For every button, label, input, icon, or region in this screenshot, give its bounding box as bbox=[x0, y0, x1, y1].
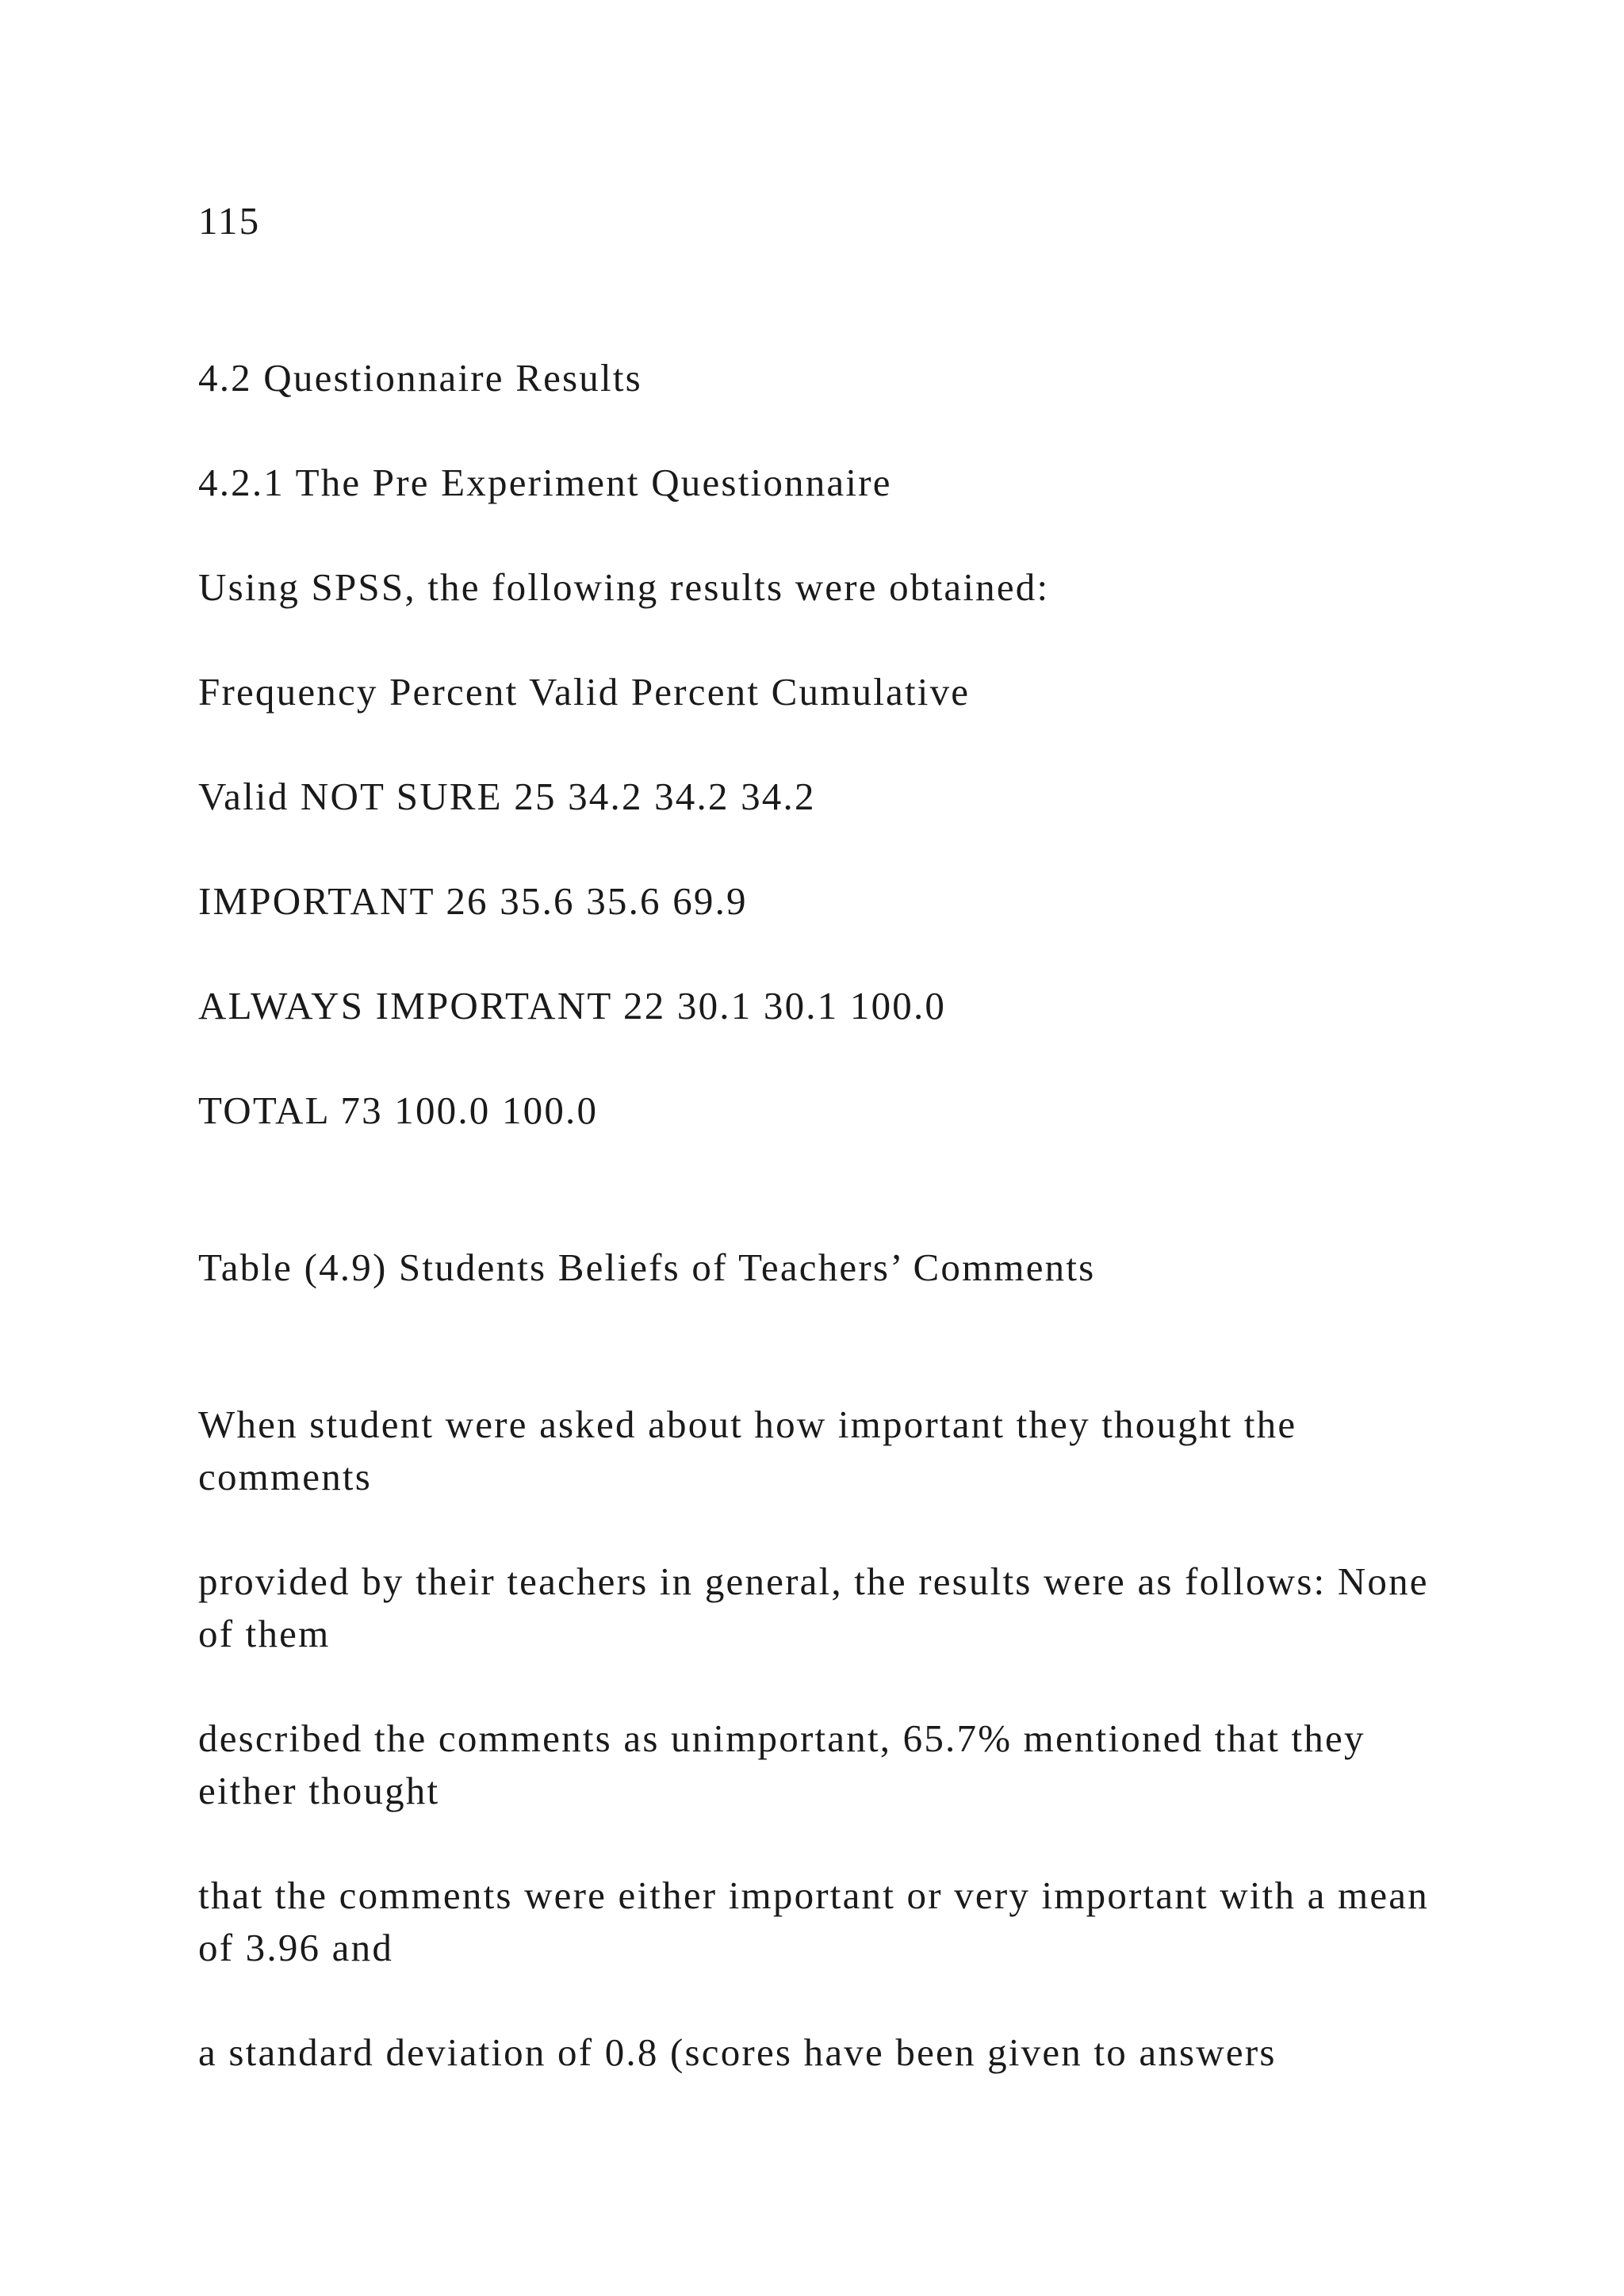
section-heading: 4.2 Questionnaire Results bbox=[198, 356, 642, 400]
body-paragraph: that the comments were either important or very important with a mean of 3.96 and bbox=[198, 1873, 1429, 1969]
table-row: IMPORTANT 26 35.6 35.6 69.9 bbox=[198, 879, 748, 923]
table-row: TOTAL 73 100.0 100.0 bbox=[198, 1089, 599, 1132]
table-row: ALWAYS IMPORTANT 22 30.1 30.1 100.0 bbox=[198, 984, 947, 1027]
body-paragraph: described the comments as unimportant, 65.7% mentioned that they either thought bbox=[198, 1716, 1365, 1812]
body-paragraph: When student were asked about how important they thought the comments bbox=[198, 1402, 1297, 1498]
intro-line: Using SPSS, the following results were obtained: bbox=[198, 565, 1050, 609]
table-caption: Table (4.9) Students Beliefs of Teachers’ Comments bbox=[198, 1246, 1096, 1289]
subsection-heading: 4.2.1 The Pre Experiment Questionnaire bbox=[198, 461, 892, 504]
body-paragraph: a standard deviation of 0.8 (scores have been given to answers bbox=[198, 2030, 1277, 2074]
table-row: Valid NOT SURE 25 34.2 34.2 34.2 bbox=[198, 775, 816, 818]
page-number: 115 bbox=[198, 199, 261, 243]
body-paragraph: provided by their teachers in general, the results were as follows: None of them bbox=[198, 1559, 1429, 1655]
table-header: Frequency Percent Valid Percent Cumulative bbox=[198, 670, 971, 714]
